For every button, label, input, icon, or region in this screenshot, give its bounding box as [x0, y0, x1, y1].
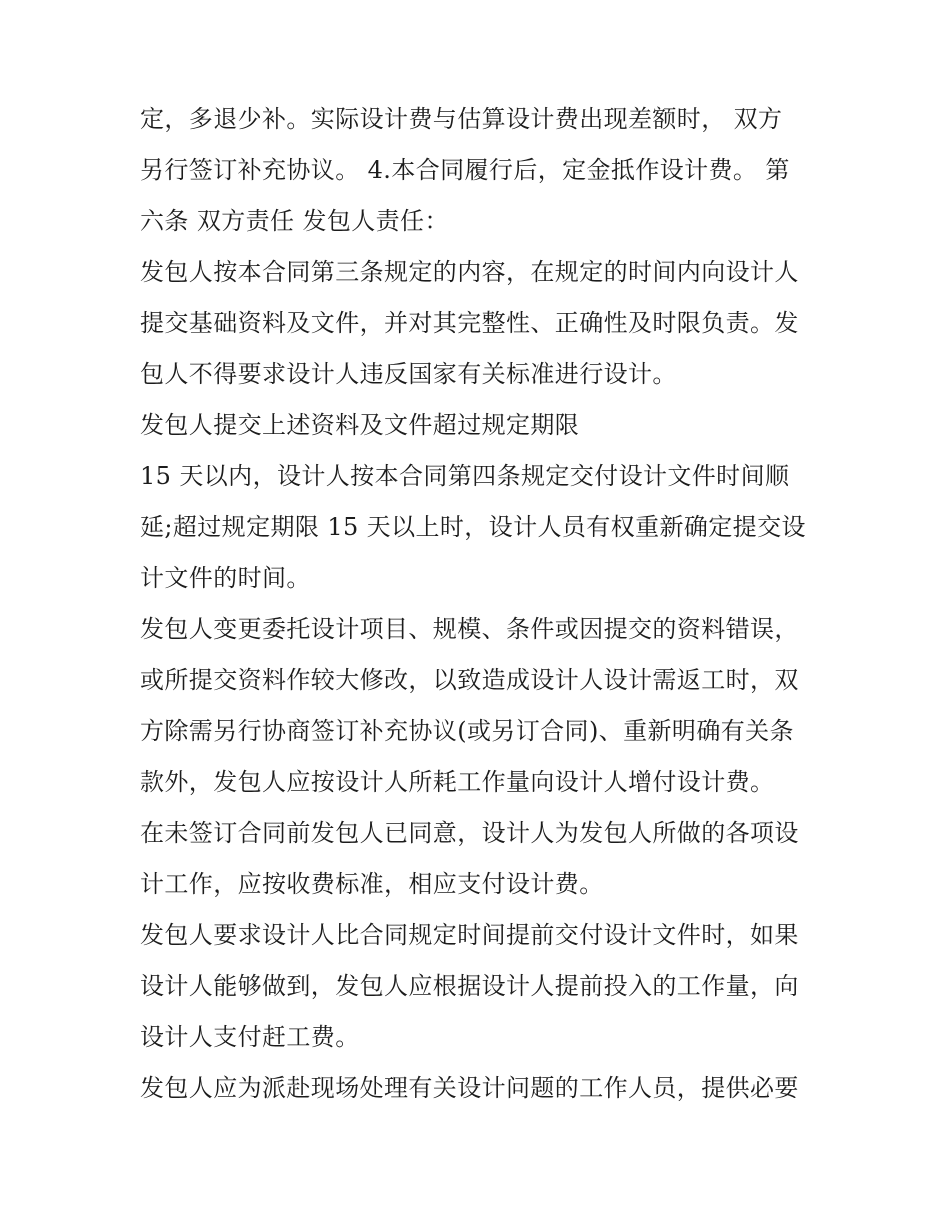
text-line: 计工作，应按收费标准，相应支付设计费。 — [140, 870, 604, 898]
text-line: 发包人提交上述资料及文件超过规定期限 — [140, 411, 580, 439]
text-line: 设计人支付赶工费。 — [140, 1023, 360, 1051]
text-line: 15 天以内，设计人按本合同第四条规定交付设计文件时间顺 — [140, 462, 790, 490]
text-line: 延;超过规定期限 15 天以上时，设计人员有权重新确定提交设 — [140, 513, 806, 541]
text-line: 发包人应为派赴现场处理有关设计问题的工作人员，提供必要 — [140, 1074, 799, 1102]
text-line: 六条 双方责任 发包人责任： — [140, 207, 449, 235]
text-line: 另行签订补充协议。 4.本合同履行后，定金抵作设计费。 第 — [140, 156, 790, 184]
text-line: 发包人按本合同第三条规定的内容，在规定的时间内向设计人 — [140, 258, 799, 286]
text-line: 或所提交资料作较大修改，以致造成设计人设计需返工时，双 — [140, 666, 799, 694]
text-line: 在未签订合同前发包人已同意，设计人为发包人所做的各项设 — [140, 819, 799, 847]
text-line: 定，多退少补。实际设计费与估算设计费出现差额时， 双方 — [140, 105, 783, 133]
text-line: 计文件的时间。 — [140, 564, 311, 592]
text-line: 款外，发包人应按设计人所耗工作量向设计人增付设计费。 — [140, 768, 775, 796]
text-line: 包人不得要求设计人违反国家有关标准进行设计。 — [140, 360, 677, 388]
text-line: 发包人要求设计人比合同规定时间提前交付设计文件时，如果 — [140, 921, 799, 949]
text-line: 发包人变更委托设计项目、规模、条件或因提交的资料错误， — [140, 615, 799, 643]
text-line: 方除需另行协商签订补充协议(或另订合同)、重新明确有关条 — [140, 717, 794, 745]
text-line: 提交基础资料及文件，并对其完整性、正确性及时限负责。发 — [140, 309, 799, 337]
text-line: 设计人能够做到，发包人应根据设计人提前投入的工作量，向 — [140, 972, 799, 1000]
